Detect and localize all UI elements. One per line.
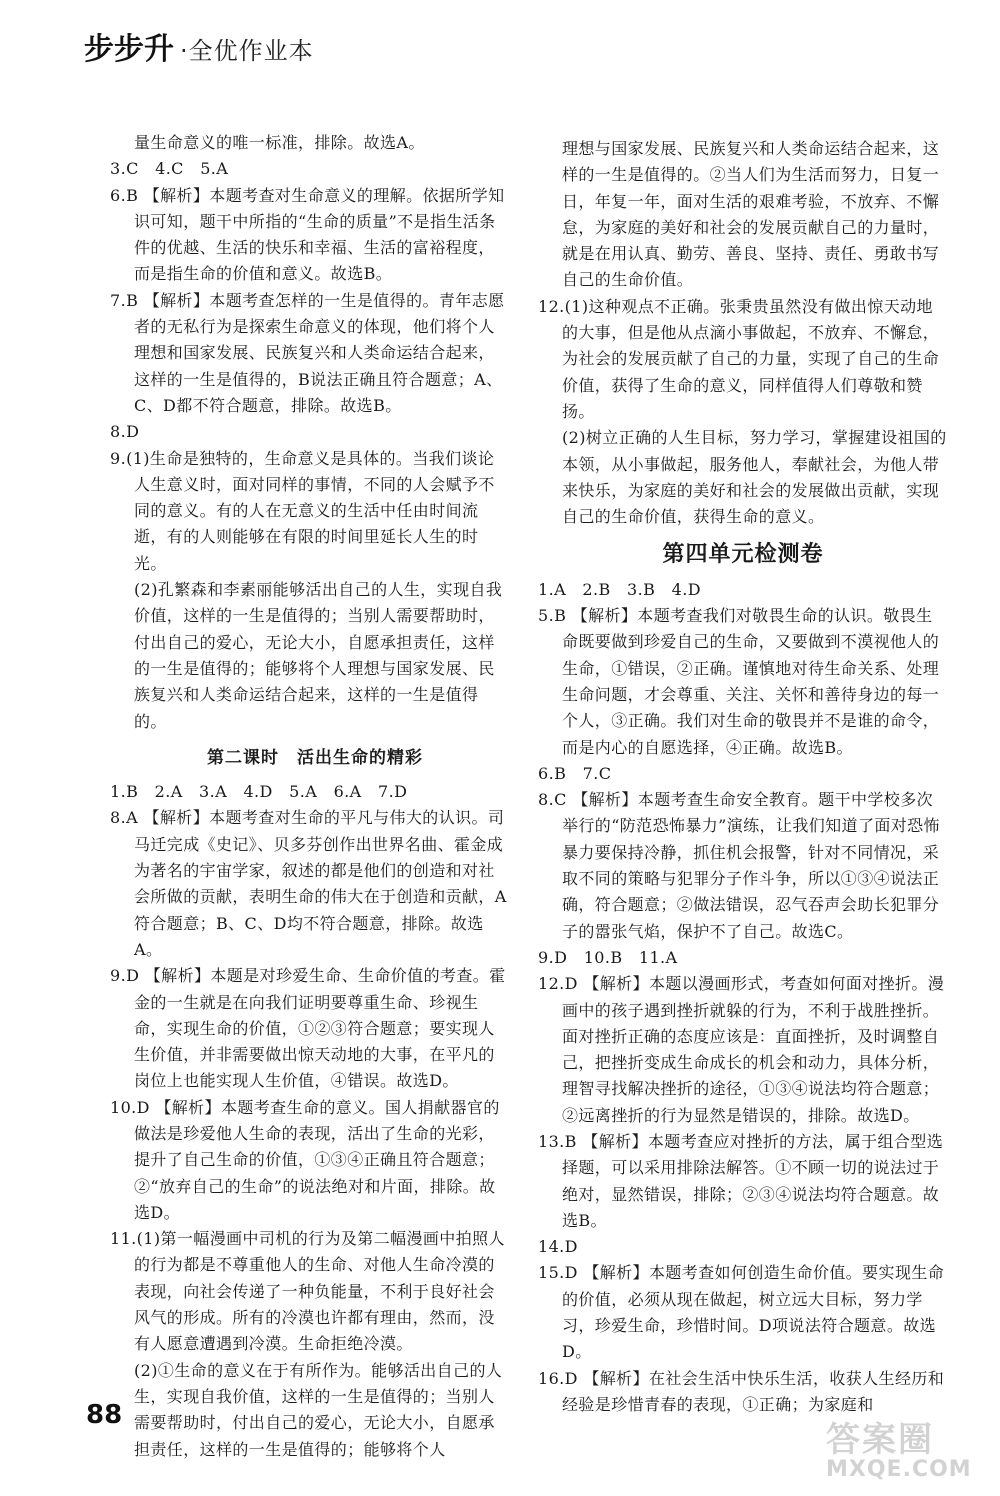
answer-subitem: (2)①生命的意义在于有所作为。能够活出自己的人生，实现自我价值，这样的一生是值得的；当别人需要帮助时，付出自己的爱心，无论大小，自愿承担责任，这样的一生是值得的；能够将个人 <box>134 1360 503 1459</box>
left-column <box>110 130 510 1463</box>
answer-item: 12.(1)这种观点不正确。张秉贵虽然没有做出惊天动地的大事，但是他从点滴小事做起，不放弃、不懈怠，为社会的发展贡献了自己的力量，实现了自己的生命价值，获得了生命的意义，同样值得人们尊敬和赞扬。 <box>538 296 940 421</box>
answer-item: 8.C 【解析】本题考查生命安全教育。题干中学校多次举行的“防范恐怖暴力”演练，让我们知道了面对恐怖暴力要保持冷静，抓住机会报警，针对不同情况，采取不同的策略与犯罪分子作斗争，所以①③④说法正确，符合题意；②做法错误，忍气吞声会助长犯罪分子的嚣张气焰，保护不了自己。故选C。 <box>538 790 940 941</box>
answer-item: 10.D 【解析】本题考查生命的意义。国人捐献器官的做法是珍爱他人生命的表现，活出了生命的光彩，提升了自己生命的价值，①③④正确且符合题意；②“放弃自己的生命”的说法绝对和片面，排除。故选D。 <box>110 1097 500 1222</box>
answer-item: 13.B 【解析】本题考查应对挫折的方法，属于组合型选择题，可以采用排除法解答。①不顾一切的说法过于绝对，显然错误，排除；②③④说法均符合题意。故选B。 <box>538 1131 944 1230</box>
page-header <box>84 24 314 80</box>
answer-continuation: 量生命意义的唯一标准，排除。故选A。 <box>134 133 425 152</box>
answer-continuation: 理想与国家发展、民族复兴和人类命运结合起来，这样的一生是值得的。②当人们为生活而努力，日复一日，年复一年，面对生活的艰难考验，不放弃、不懈怠，为家庭的美好和社会的发展贡献自己的力量时，就是在用认真、勤劳、善良、坚持、责任、勇敢书写自己的生命价值。 <box>562 139 940 290</box>
section-title: 第二课时 活出生命的精彩 <box>207 747 423 768</box>
watermark-text: 答案圈 <box>826 1420 934 1460</box>
answer-item: 6.B 【解析】本题考查对生命意义的理解。依据所学知识可知，题干中所指的“生命的质量”不是指生活条件的优越、生活的快乐和幸福、生活的富裕程度，而是指生命的价值和意义。故选B。 <box>110 185 505 284</box>
answer-subitem: (2)孔繁森和李素丽能够活出自己的人生，实现自我价值，这样的一生是值得的；当别人需要帮助时，付出自己的爱心，无论大小，自愿承担责任，这样的一生是值得的；能够将个人理想与国家发展、民族复兴和人类命运结合起来，这样的一生是值得的。 <box>134 580 503 731</box>
brand-logo: 步步升 <box>84 32 174 67</box>
answer-item: 9.D 10.B 11.A <box>538 947 678 967</box>
answer-item: 7.B 【解析】本题考查怎样的一生是值得的。青年志愿者的无私行为是探索生命意义的体现，他们将个人理想和国家发展、民族复兴和人类命运结合起来，这样的一生是值得的，B说法正确且符合题意；A、C、D都不符合题意，排除。故选B。 <box>110 290 505 415</box>
answer-item: 12.D 【解析】本题以漫画形式，考查如何面对挫折。漫画中的孩子遇到挫折就躲的行为，不利于战胜挫折。面对挫折正确的态度应该是：直面挫折，及时调整自己，把挫折变成生命成长的机会和动力，具体分析，理智寻找解决挫折的途径，①③④说法均符合题意；②远离挫折的行为显然是错误的，排除。故选D。 <box>538 974 945 1125</box>
answer-item: 9.D 【解析】本题是对珍爱生命、生命价值的考查。霍金的一生就是在向我们证明要尊重生命、珍视生命，实现生命的价值，①②③符合题意；要实现人生价值，并非需要做出惊天动地的大事，在平凡的岗位上也能实现人生价值，④错误。故选D。 <box>110 966 506 1091</box>
answer-item: 1.A 2.B 3.B 4.D <box>538 579 701 599</box>
answer-item: 14.D <box>538 1237 578 1257</box>
answer-item: 16.D 【解析】在社会生活中快乐生活，收获人生经历和经验是珍惜青春的表现，①正确；为家庭和 <box>538 1368 945 1414</box>
answer-item: 15.D 【解析】本题考查如何创造生命价值。要实现生命的价值，必须从现在做起，树立远大目标，努力学习，珍爱生命，珍惜时间。D项说法符合题意。故选D。 <box>538 1263 945 1362</box>
answer-item: 9.(1)生命是独特的，生命意义是具体的。当我们谈论人生意义时，面对同样的事情，不同的人会赋予不同的意义。有的人在无意义的生活中任由时间流逝，有的人则能够在有限的时间里延长人生的时光。 <box>110 448 495 573</box>
answer-item: 5.B 【解析】本题考查我们对敬畏生命的认识。敬畏生命既要做到珍爱自己的生命，又要做到不漠视他人的生命，①错误，②正确。谨慎地对待生命关系、处理生命问题，才会尊重、关注、关怀和善待身边的每一个人，③正确。我们对生命的敬畏并不是谁的命令，而是内心的自愿选择，④正确。故选B。 <box>538 606 940 757</box>
watermark-url: MXQE.COM <box>826 1457 972 1482</box>
unit-title: 第四单元检测卷 <box>662 542 824 568</box>
answer-item: 8.A 【解析】本题考查对生命的平凡与伟大的认识。司马迁完成《史记》、贝多芬创作出世界名曲、霍金成为著名的宇宙学家，叙述的都是他们的创造和对社会所做的贡献，表明生命的伟大在于创造和贡献，A符合题意；B、C、D均不符合题意，排除。故选A。 <box>110 808 507 959</box>
watermark-logo <box>826 1412 986 1492</box>
answer-item: 6.B 7.C <box>538 763 612 783</box>
page-number: 88 <box>86 1400 123 1430</box>
answer-item: 11.(1)第一幅漫画中司机的行为及第二幅漫画中拍照人的行为都是不尊重他人的生命、对他人生命冷漠的表现，向社会传递了一种负能量，不利于良好社会风气的形成。所有的冷漠也许都有理由，然而，没有人愿意遭遇到冷漠。生命拒绝冷漠。 <box>110 1229 505 1354</box>
right-column <box>538 136 948 1418</box>
answer-item: 1.B 2.A 3.A 4.D 5.A 6.A 7.D <box>110 782 408 802</box>
header-subtitle: ·全优作业本 <box>180 37 314 65</box>
answer-item: 8.D <box>110 422 140 442</box>
answer-item: 3.C 4.C 5.A <box>110 159 229 179</box>
answer-subitem: (2)树立正确的人生目标，努力学习，掌握建设祖国的本领，从小事做起，服务他人，奉献社会，为他人带来快乐，为家庭的美好和社会的发展做出贡献，实现自己的生命价值，获得生命的意义。 <box>562 428 947 527</box>
